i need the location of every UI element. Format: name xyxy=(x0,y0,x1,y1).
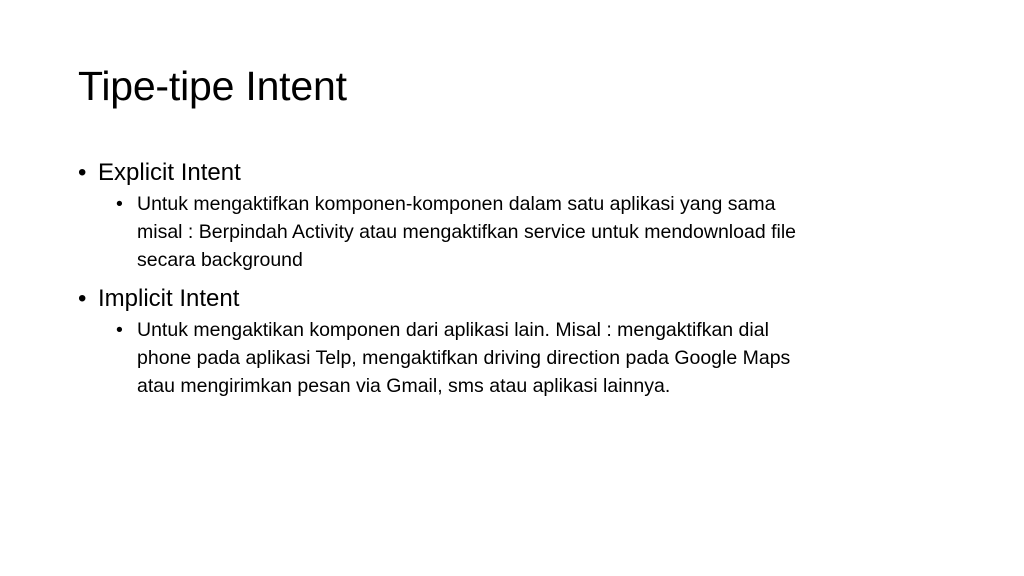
bullet-group-explicit-intent xyxy=(78,156,958,274)
sub-bullet-text-line: misal : Berpindah Activity atau mengaktifkan service untuk mendownload file xyxy=(137,221,797,243)
bullet-icon: • xyxy=(78,159,87,186)
slide-content xyxy=(78,156,958,400)
sub-bullet-text-line: atau mengirimkan pesan via Gmail, sms atau aplikasi lainnya. xyxy=(137,375,671,397)
bullet-heading: Implicit Intent xyxy=(98,285,240,312)
sub-bullet-implicit-intent xyxy=(116,316,937,400)
bullet-group-implicit-intent xyxy=(78,282,958,400)
sub-bullet-text-line: Untuk mengaktikan komponen dari aplikasi lain. Misal : mengaktifkan dial xyxy=(137,319,769,341)
sub-bullet-text-line: phone pada aplikasi Telp, mengaktifkan driving direction pada Google Maps xyxy=(137,347,791,369)
bullet-icon: • xyxy=(116,193,123,215)
slide-title: Tipe-tipe Intent xyxy=(78,63,347,109)
bullet-heading: Explicit Intent xyxy=(98,159,241,186)
bullet-item-explicit-intent xyxy=(78,156,958,190)
bullet-icon: • xyxy=(116,319,123,341)
sub-bullet-explicit-intent xyxy=(116,190,937,274)
sub-bullet-text-line: secara background xyxy=(137,249,303,271)
bullet-icon: • xyxy=(78,285,87,312)
sub-bullet-text-line: Untuk mengaktifkan komponen-komponen dalam satu aplikasi yang sama xyxy=(137,193,776,215)
bullet-item-implicit-intent xyxy=(78,282,958,316)
